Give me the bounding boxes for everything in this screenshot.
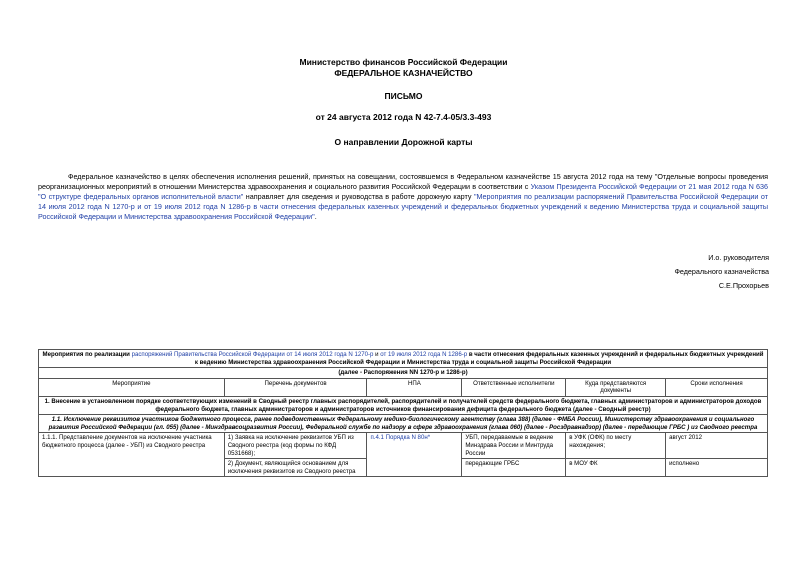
table-subtitle-row (39, 368, 768, 379)
table-row (39, 433, 768, 459)
subsection-1-1-title: 1.1. Исключение реквизитов участников бюджетного процесса, ранее подведомственных Федеральному медико-биологическому агентству (глава 388) (далее - ФМБА России), Министерству здравоохранения и социального развития Российской Федерации (гл. 055) (далее - Минздравсоцразвития России), Федеральной службе по надзору в сфере здравоохранения (глава 060) (далее - Росздравнадзор) (далее - передающие ГРБС ) из Сводного реестра (39, 415, 768, 433)
title-link-1270[interactable]: распоряжений Правительства Российской Федерации от 14 июля 2012 года N 1270-р (131, 351, 374, 358)
body-text-2: направляет для сведения и руководства в работе дорожную карту (243, 192, 474, 201)
table-title-and: и (373, 351, 381, 358)
row-doc-1: 1) Заявка на исключение реквизитов УБП из Сводного реестра (код формы по КФД 0531668); (224, 433, 367, 459)
ministry-title: Министерство финансов Российской Федерации (299, 57, 508, 67)
row-where-2: в МОУ ФК (566, 459, 666, 477)
doc-subject: О направлении Дорожной карты (334, 137, 473, 147)
col-header-docs: Перечень документов (224, 378, 367, 396)
subsection-row (39, 415, 768, 433)
letter-body (38, 172, 768, 222)
row-measure: 1.1.1. Представление документов на исключение участника бюджетного процесса (далее - УБП) из Сводного реестра (39, 433, 225, 477)
signature-block (674, 251, 769, 293)
signer-name: С.Е.Прохорьев (718, 281, 769, 290)
row-executor-1: УБП, передаваемые в ведение Минздрава России и Минтруда России (462, 433, 566, 459)
body-text-3: . (314, 212, 317, 221)
col-header-npa: НПА (367, 378, 462, 396)
row-term-2: исполнено (666, 459, 768, 477)
npa-link[interactable]: п.4.1 Порядка N 80н* (370, 434, 431, 442)
row-doc-2: 2) Документ, являющийся основанием для исключения реквизитов из Сводного реестра (224, 459, 367, 477)
signer-org: Федерального казначейства (674, 267, 769, 276)
row-npa (367, 433, 462, 477)
table-title-text-a: Мероприятия по реализации (42, 351, 132, 358)
doc-type: ПИСЬМО (384, 91, 423, 101)
table-title (39, 350, 768, 368)
signer-position: И.о. руководителя (708, 253, 769, 262)
section-1-title: 1. Внесение в установленном порядке соответствующих изменений в Сводный реестр главных распорядителей, распорядителей и получателей средств федерального бюджета, главных администраторов и администраторов доходов федерального бюджета, главных администраторов и администраторов источников финансирования дефицита федерального бюджета (далее - Сводный реестр) (39, 396, 768, 414)
roadmap-link[interactable]: "Мероприятия по реализации распоряжений Правительства Российской Федерации от 14 июля 2012 года N 1270-р и от 19 июля 2012 года N 1286-р в части отнесения федеральных казенных учреждений и федеральных бюджетных учреждений к ведению Министерства труда и социальной защиты Российской Федерации и Министерства здравоохранения Российской Федерации" (38, 192, 768, 221)
col-header-executors: Ответственные исполнители (462, 378, 566, 396)
table-header-row (39, 378, 768, 396)
col-header-where: Куда представляются документы (566, 378, 666, 396)
col-header-measure: Мероприятие (39, 378, 225, 396)
agency-title: ФЕДЕРАЛЬНОЕ КАЗНАЧЕЙСТВО (334, 68, 473, 78)
decree-link[interactable]: Указом Президента Российской Федерации от 21 мая 2012 года N 636 "О структуре федеральных органов исполнительной власти" (38, 182, 768, 201)
table-subtitle: (далее - Распоряжения NN 1270-р и 1286-р) (39, 368, 768, 379)
table-title-row (39, 350, 768, 368)
table-title-text-b: в части отнесения федеральных казенных учреждений и федеральных бюджетных учреждений к ведению Министерства здравоохранения Российской Федерации и Министерства труда и социальной защиты Российской Федерации (194, 351, 764, 366)
row-executor-2: передающие ГРБС (462, 459, 566, 477)
section-row (39, 396, 768, 414)
doc-date-number: от 24 августа 2012 года N 42-7.4-05/3.3-493 (315, 112, 492, 122)
col-header-terms: Сроки исполнения (666, 378, 768, 396)
body-text-1: Федеральное казначейство в целях обеспечения исполнения решений, принятых на совещании, состоявшемся в Федеральном казначействе 15 августа 2012 года на тему "Отдельные вопросы проведения реорганизационных мероприятий в отношении Министерства здравоохранения и социального развития Российской Федерации в соответствии с (38, 172, 768, 191)
row-term-1: август 2012 (666, 433, 768, 459)
title-link-1286[interactable]: от 19 июля 2012 года N 1286-р (380, 351, 468, 358)
row-where-1: в УФК (ОФК) по месту нахождения; (566, 433, 666, 459)
roadmap-table (38, 349, 768, 477)
